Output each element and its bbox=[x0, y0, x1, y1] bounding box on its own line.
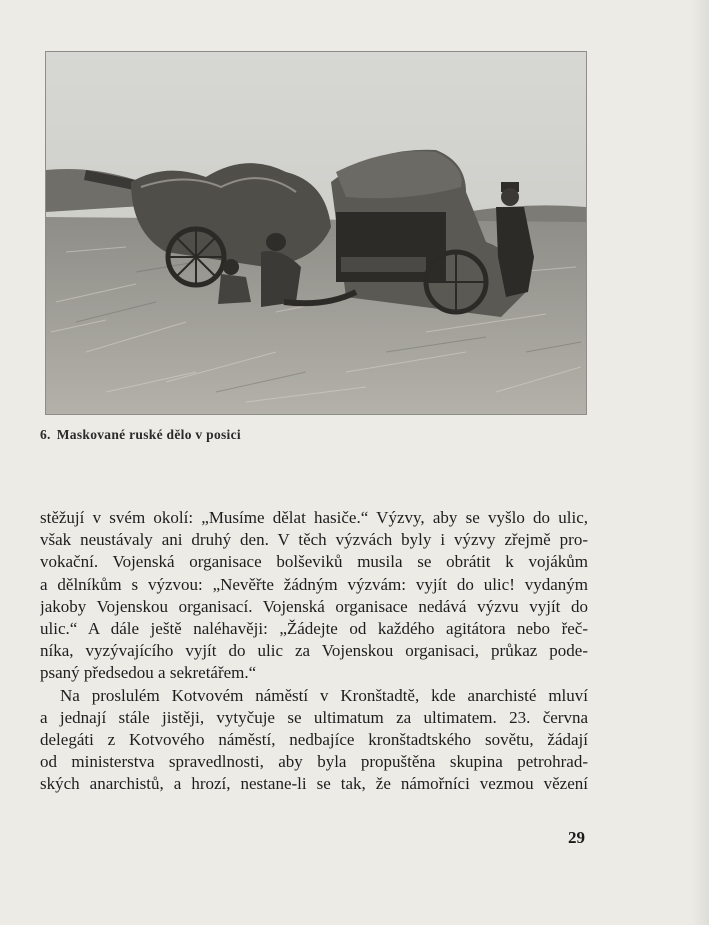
page-edge-shadow bbox=[691, 0, 709, 925]
paragraph1-line: ulic.“ A dále ještě naléhavěji: „Žádejte od každého agitátora nebo řeč- bbox=[40, 619, 588, 639]
figure-caption-text: Maskované ruské dělo v posici bbox=[56, 427, 241, 442]
paragraph1-line: stěžují v svém okolí: „Musíme dělat hasiče.“ Výzvy, aby se vyšlo do ulic, bbox=[40, 508, 588, 527]
paragraph1-line: níka, vyzývajícího vyjít do ulic za Vojenskou organisaci, průkaz pode- bbox=[40, 641, 588, 661]
paragraph1-line: jakoby Vojenskou organisací. Vojenská organisace nedává výzvu vyjít do bbox=[40, 596, 588, 616]
paragraph2-line: od ministerstva spravedlnosti, aby byla propuštěna skupina petrohrad- bbox=[40, 752, 588, 772]
body-text bbox=[40, 507, 588, 796]
paragraph2-line: delegáti z Kotvového náměstí, nedbajíce kronštadtského sovětu, žádají bbox=[40, 730, 588, 750]
paragraph1-line: psaný předsedou a sekretářem.“ bbox=[40, 663, 257, 683]
paragraph2-line: Na proslulém Kotvovém náměstí v Kronštadtě, kde anarchisté mluví bbox=[60, 685, 588, 705]
paragraph2-line: ských anarchistů, a hrozí, nestane-li se tak, že námořníci vezmou vězení bbox=[40, 774, 588, 794]
paragraph2-line: a jednají stále jistěji, vytyčuje se ultimatum za ultimatem. 23. června bbox=[40, 707, 588, 727]
paragraph1-line: a dělníkům s výzvou: „Nevěřte žádným výzvám: vyjít do ulic! vydaným bbox=[40, 574, 588, 594]
figure-caption bbox=[40, 427, 241, 443]
paragraph1-line: vokační. Vojenská organisace bolševiků musila se obrátit k vojákům bbox=[40, 552, 588, 572]
page-number: 29 bbox=[568, 828, 585, 847]
paragraph1-line: však neustávaly ani druhý den. V těch výzvách byly i výzvy zřejmě pro- bbox=[40, 530, 588, 550]
figure-photo bbox=[46, 52, 586, 414]
camouflaged-gun-illustration bbox=[46, 52, 586, 414]
figure-number: 6. bbox=[40, 427, 51, 442]
